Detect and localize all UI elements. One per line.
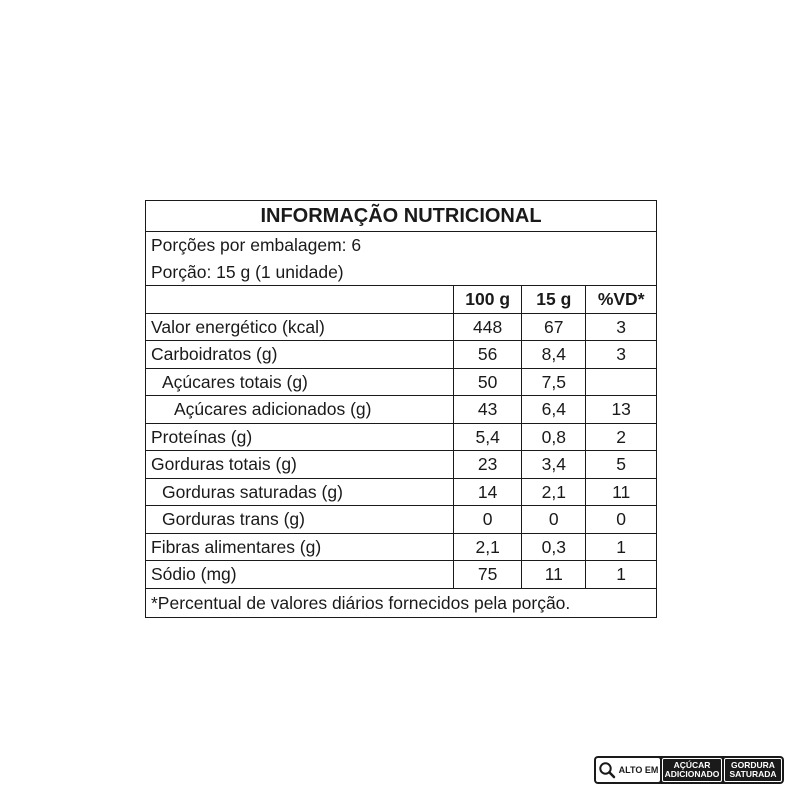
value-100g: 23 — [454, 451, 522, 479]
value-15g: 0,8 — [522, 423, 586, 451]
value-15g: 8,4 — [522, 341, 586, 369]
header-nutrient — [146, 286, 454, 313]
value-100g: 75 — [454, 561, 522, 589]
value-15g: 0 — [522, 506, 586, 534]
magnifier-icon — [598, 761, 616, 779]
table-row — [146, 368, 656, 396]
value-vd: 3 — [586, 341, 656, 369]
serving-size: Porção: 15 g (1 unidade) — [151, 262, 344, 282]
alto-em-segment — [596, 758, 660, 782]
table-row — [146, 451, 656, 479]
front-warning-badge — [594, 756, 784, 784]
table-row — [146, 506, 656, 534]
table-row — [146, 561, 656, 589]
value-15g: 11 — [522, 561, 586, 589]
nutrient-name: Gorduras saturadas (g) — [146, 478, 454, 506]
value-100g: 2,1 — [454, 533, 522, 561]
value-vd: 1 — [586, 533, 656, 561]
serving-info — [146, 232, 656, 286]
nutrient-name: Açúcares totais (g) — [146, 368, 454, 396]
value-vd: 1 — [586, 561, 656, 589]
table-row — [146, 423, 656, 451]
value-100g: 0 — [454, 506, 522, 534]
table-row — [146, 533, 656, 561]
nutrient-name: Valor energético (kcal) — [146, 313, 454, 341]
value-15g: 7,5 — [522, 368, 586, 396]
value-vd: 5 — [586, 451, 656, 479]
nutrient-name: Carboidratos (g) — [146, 341, 454, 369]
value-vd: 3 — [586, 313, 656, 341]
value-100g: 448 — [454, 313, 522, 341]
gordura-line2: SATURADA — [729, 769, 777, 779]
value-15g: 2,1 — [522, 478, 586, 506]
acucar-line2: ADICIONADO — [664, 769, 720, 779]
nutrient-name: Fibras alimentares (g) — [146, 533, 454, 561]
value-15g: 3,4 — [522, 451, 586, 479]
header-100g: 100 g — [454, 286, 522, 313]
nutrient-name: Açúcares adicionados (g) — [146, 396, 454, 424]
value-100g: 50 — [454, 368, 522, 396]
alto-em-label: ALTO EM — [618, 764, 659, 775]
nutrient-name: Sódio (mg) — [146, 561, 454, 589]
acucar-line1: AÇÚCAR — [673, 760, 711, 770]
table-row — [146, 341, 656, 369]
table-title: INFORMAÇÃO NUTRICIONAL — [146, 201, 656, 232]
value-15g: 6,4 — [522, 396, 586, 424]
nutrition-table — [145, 200, 657, 618]
value-vd: 0 — [586, 506, 656, 534]
value-vd: 13 — [586, 396, 656, 424]
header-row — [146, 286, 656, 313]
value-15g: 0,3 — [522, 533, 586, 561]
header-vd: %VD* — [586, 286, 656, 313]
nutrient-name: Gorduras totais (g) — [146, 451, 454, 479]
footnote: *Percentual de valores diários fornecidos pela porção. — [151, 592, 571, 613]
value-100g: 14 — [454, 478, 522, 506]
header-15g: 15 g — [522, 286, 586, 313]
value-100g: 56 — [454, 341, 522, 369]
value-vd — [586, 368, 656, 396]
nutrient-name: Gorduras trans (g) — [146, 506, 454, 534]
value-15g: 67 — [522, 313, 586, 341]
value-vd: 2 — [586, 423, 656, 451]
acucar-adicionado-segment — [662, 758, 722, 782]
nutrient-grid — [146, 286, 656, 589]
table-row — [146, 313, 656, 341]
value-100g: 43 — [454, 396, 522, 424]
value-100g: 5,4 — [454, 423, 522, 451]
table-row — [146, 396, 656, 424]
value-vd: 11 — [586, 478, 656, 506]
table-row — [146, 478, 656, 506]
gordura-line1: GORDURA — [731, 760, 775, 770]
nutrient-name: Proteínas (g) — [146, 423, 454, 451]
gordura-saturada-segment — [724, 758, 782, 782]
servings-per-package: Porções por embalagem: 6 — [151, 235, 362, 255]
